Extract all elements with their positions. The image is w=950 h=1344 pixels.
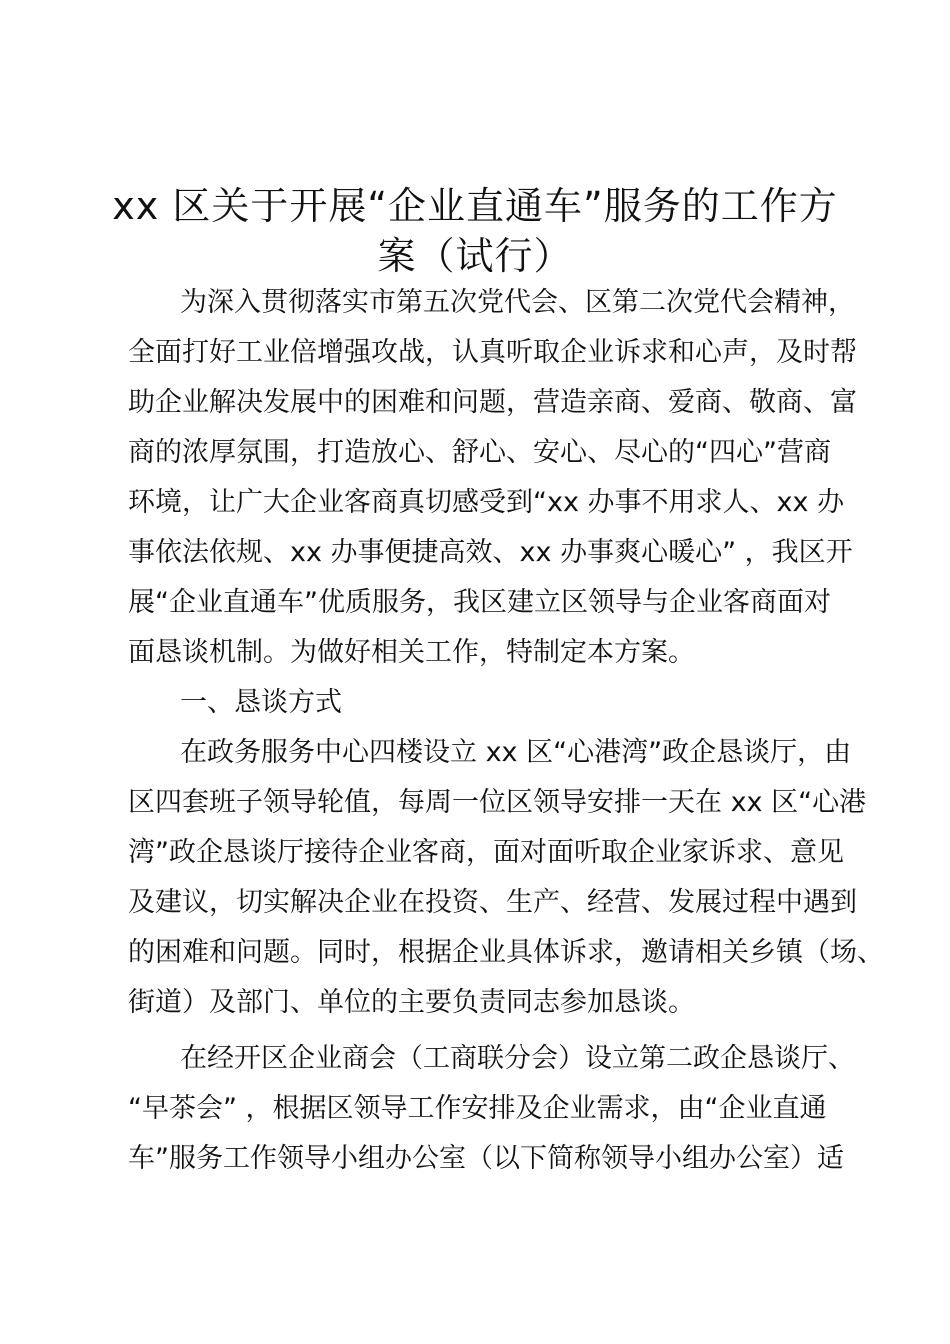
paragraph-line: 全面打好工业倍增强攻战，认真听取企业诉求和心声，及时帮 bbox=[128, 337, 857, 368]
paragraph-line: 车”服务工作领导小组办公室（以下简称领导小组办公室）适 bbox=[128, 1143, 844, 1174]
paragraph-line: 湾”政企恳谈厅接待企业客商，面对面听取企业家诉求、意见 bbox=[128, 837, 844, 868]
document-title-line-2: 案（试行） bbox=[377, 234, 573, 278]
paragraph-line: 在政务服务中心四楼设立 xx 区“心港湾”政企恳谈厅，由 bbox=[180, 737, 852, 768]
document-title-line-1: xx 区关于开展“企业直通车”服务的工作方 bbox=[112, 184, 838, 228]
document-body bbox=[128, 278, 884, 1184]
paragraph-line: 街道）及部门、单位的主要负责同志参加恳谈。 bbox=[128, 987, 695, 1018]
paragraph-line: 事依法依规、xx 办事便捷高效、xx 办事爽心暖心” ，我区开 bbox=[128, 537, 853, 568]
paragraph-line: 面恳谈机制。为做好相关工作，特制定本方案。 bbox=[128, 637, 695, 668]
paragraph-line: 区四套班子领导轮值，每周一位区领导安排一天在 xx 区“心港 bbox=[128, 787, 867, 818]
paragraph-line: 助企业解决发展中的困难和问题，营造亲商、爱商、敬商、富 bbox=[128, 387, 857, 418]
paragraph-line: 及建议，切实解决企业在投资、生产、经营、发展过程中遇到 bbox=[128, 887, 857, 918]
paragraph-line: 展“企业直通车”优质服务，我区建立区领导与企业客商面对 bbox=[128, 587, 831, 618]
paragraph-line: 为深入贯彻落实市第五次党代会、区第二次党代会精神， bbox=[180, 287, 855, 318]
paragraph-line: “早茶会” ，根据区领导工作安排及企业需求，由“企业直通 bbox=[128, 1093, 827, 1124]
section-heading: 一、恳谈方式 bbox=[180, 687, 342, 718]
paragraph-line: 环境，让广大企业客商真切感受到“xx 办事不用求人、xx 办 bbox=[128, 487, 845, 518]
paragraph-line: 商的浓厚氛围，打造放心、舒心、安心、尽心的“四心”营商 bbox=[128, 437, 831, 468]
paragraph-line: 在经开区企业商会（工商联分会）设立第二政企恳谈厅、 bbox=[180, 1043, 855, 1074]
paragraph-line: 的困难和问题。同时，根据企业具体诉求，邀请相关乡镇（场、 bbox=[128, 937, 884, 968]
